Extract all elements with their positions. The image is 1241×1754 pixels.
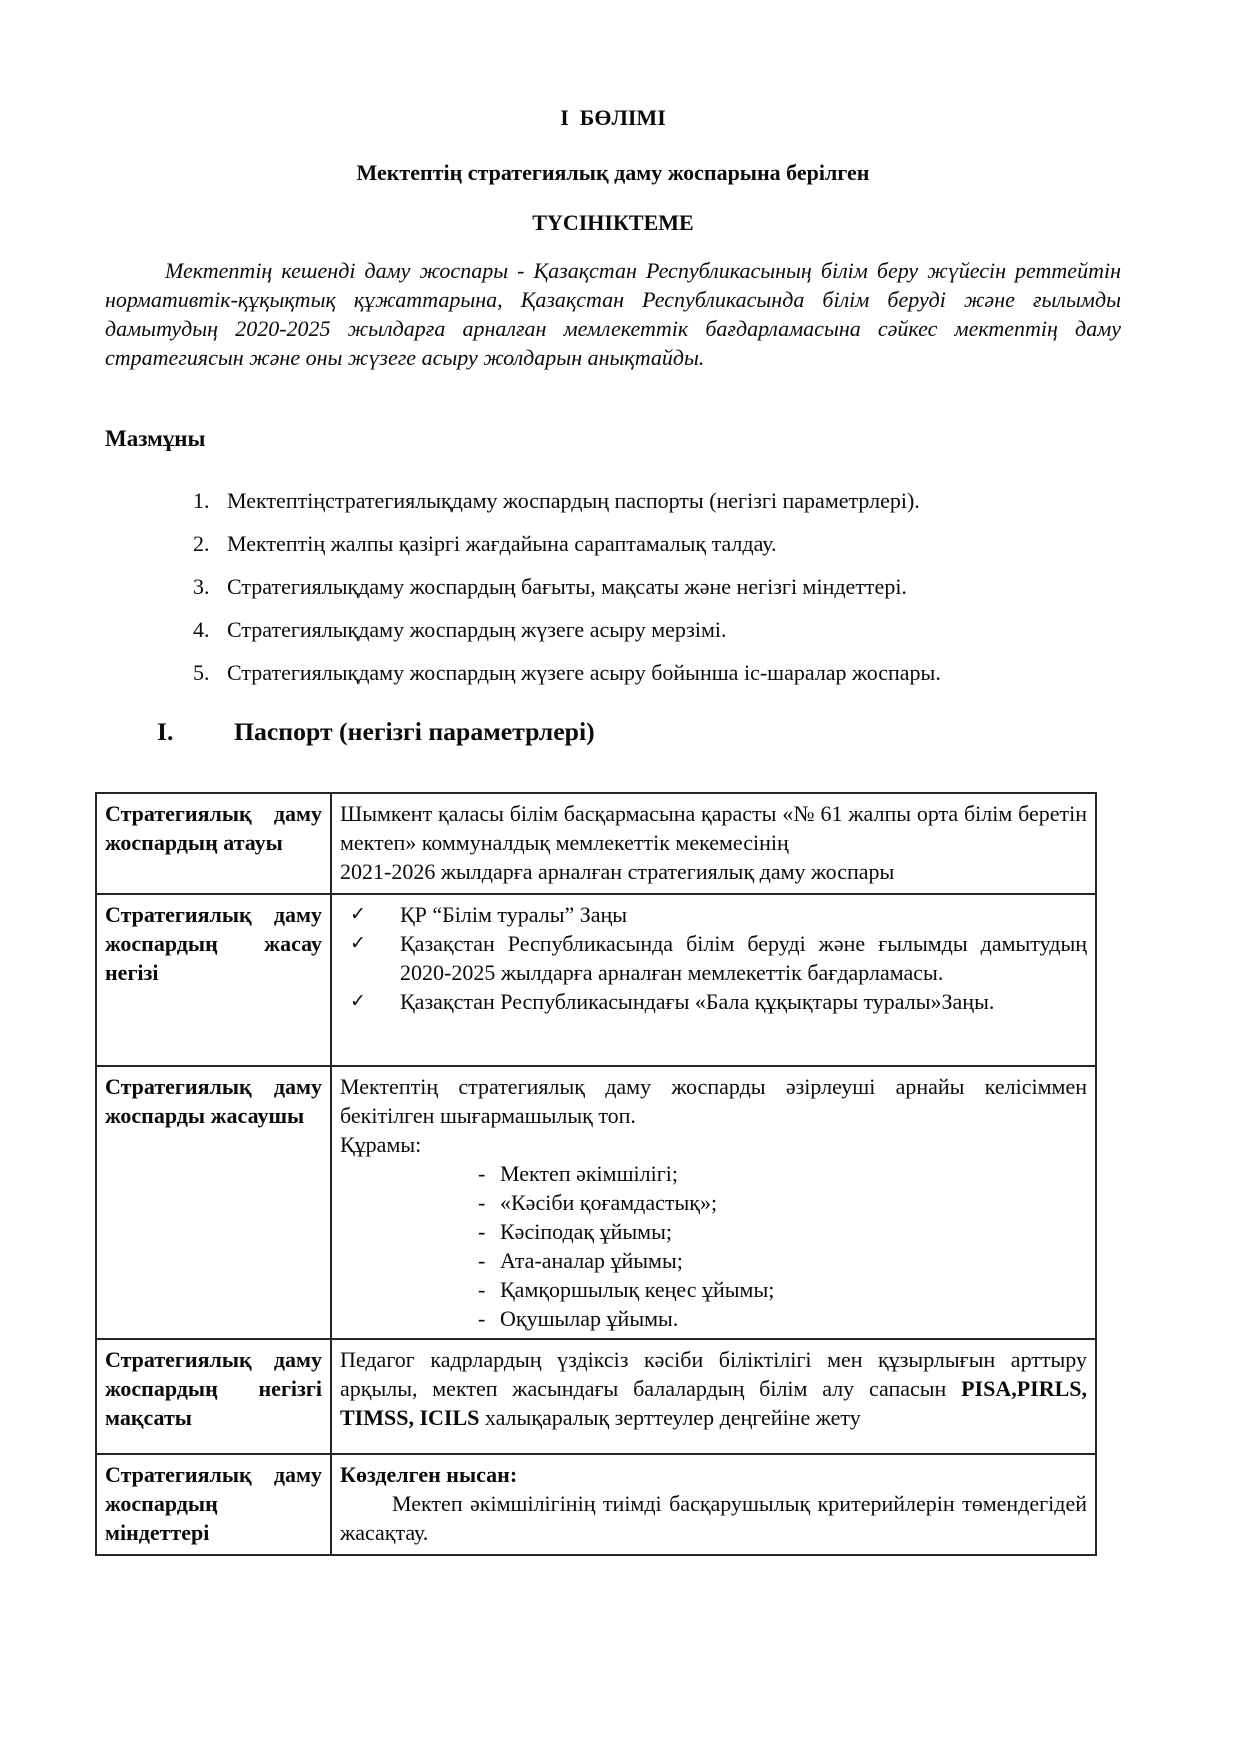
- dash-icon: -: [478, 1190, 486, 1215]
- list-item: [478, 1217, 1087, 1246]
- table-row: [96, 1339, 1096, 1454]
- contents-item-number: 4.: [193, 617, 210, 642]
- contents-item: [193, 658, 1121, 687]
- authors-list-title: Құрамы:: [340, 1132, 422, 1157]
- contents-item-text: Стратегиялықдаму жоспардың бағыты, мақсаты және негізгі міндеттері.: [227, 574, 907, 599]
- row-value-tasks: [331, 1454, 1096, 1555]
- contents-item-text: Стратегиялықдаму жоспардың жүзеге асыру мерзімі.: [227, 617, 727, 642]
- part-title: І БӨЛІМІ: [560, 105, 666, 130]
- contents-item: [193, 572, 1121, 601]
- list-item-text: Ата-аналар ұйымы;: [500, 1248, 683, 1273]
- checklist-item-text: Қазақстан Республикасында білім беруді және ғылымды дамытудың 2020-2025 жылдарға арналған мемлекеттік бағдарламасы.: [400, 931, 1087, 985]
- checklist-item: [340, 900, 1087, 929]
- row-label-main-goal: Стратегиялық даму жоспардың негізгі мақсаты: [96, 1339, 331, 1454]
- goal-text-end: халықаралық зерттеулер деңгейіне жету: [479, 1405, 861, 1430]
- checklist-item-text: ҚР “Білім туралы” Заңы: [400, 902, 628, 927]
- dash-icon: -: [478, 1248, 486, 1273]
- row-label-tasks: Стратегиялық даму жоспардың міндеттері: [96, 1454, 331, 1555]
- list-item-text: Оқушылар ұйымы.: [500, 1306, 679, 1331]
- goal-text-start: Педагог кадрлардың үздіксіз кәсіби біліктілігі мен құзырлығын арттыру арқылы, мектеп жасындағы балалардың білім алу сапасын: [340, 1347, 1087, 1401]
- checkmark-icon: ✓: [350, 932, 366, 954]
- table-row: [96, 894, 1096, 1066]
- plan-name-line2: 2021-2026 жылдарға арналған стратегиялық даму жоспары: [340, 859, 895, 884]
- doc-type-heading: ТҮСІНІКТЕМЕ: [532, 210, 694, 235]
- list-item: [478, 1188, 1087, 1217]
- row-label-plan-name: Стратегиялық даму жоспардың атауы: [96, 793, 331, 894]
- contents-item-number: 2.: [193, 531, 210, 556]
- row-label-plan-authors: Стратегиялық даму жоспарды жасаушы: [96, 1066, 331, 1339]
- contents-item-text: Мектептің жалпы қазіргі жағдайына сараптамалық талдау.: [227, 531, 777, 556]
- checklist-item-text: Қазақстан Республикасындағы «Бала құқықтары туралы»Заңы.: [400, 989, 995, 1014]
- table-row: [96, 1066, 1096, 1339]
- row-value-plan-basis: [331, 894, 1096, 1066]
- table-row: [96, 1454, 1096, 1555]
- main-goal-text: [340, 1345, 1087, 1432]
- dash-icon: -: [478, 1306, 486, 1331]
- tasks-subheading: Көзделген нысан:: [340, 1462, 518, 1487]
- list-item-text: Қамқоршылық кеңес ұйымы;: [500, 1277, 775, 1302]
- checklist-item: [340, 929, 1087, 987]
- table-row: [96, 793, 1096, 894]
- contents-item-number: 3.: [193, 574, 210, 599]
- contents-list: [105, 486, 1121, 687]
- checklist-item: [340, 987, 1087, 1016]
- plan-name-line1: Шымкент қаласы білім басқармасына қарасты «№ 61 жалпы орта білім беретін мектеп» коммуналдық мемлекеттік мекемесінің: [340, 801, 1087, 855]
- dash-icon: -: [478, 1277, 486, 1302]
- contents-item: [193, 615, 1121, 644]
- passport-table: [95, 792, 1097, 1556]
- row-label-plan-basis: Стратегиялық даму жоспардың жасау негізі: [96, 894, 331, 1066]
- contents-heading: Мазмұны: [105, 426, 206, 451]
- list-item: [478, 1159, 1087, 1188]
- list-item: [478, 1304, 1087, 1333]
- dash-icon: -: [478, 1219, 486, 1244]
- list-item-text: Кәсіподақ ұйымы;: [500, 1219, 672, 1244]
- list-item: [478, 1275, 1087, 1304]
- authors-list: [340, 1159, 1087, 1333]
- checkmark-icon: ✓: [350, 990, 366, 1012]
- section-heading: [157, 717, 1121, 746]
- section-title: Паспорт (негізгі параметрлері): [234, 717, 595, 746]
- section-number: I.: [157, 717, 174, 746]
- goal-text-bold: PISA,PIRLS, TIMSS, ICILS: [340, 1376, 1087, 1430]
- contents-item-number: 1.: [193, 488, 210, 513]
- contents-item-text: Мектептіңстратегиялықдаму жоспардың паспорты (негізгі параметрлері).: [227, 488, 920, 513]
- contents-item: [193, 529, 1121, 558]
- checkmark-icon: ✓: [350, 903, 366, 925]
- list-item-text: Мектеп әкімшілігі;: [500, 1161, 678, 1186]
- tasks-text: Мектеп әкімшілігінің тиімді басқарушылық критерийлерін төмендегідей жасақтау.: [340, 1491, 1087, 1545]
- contents-item: [193, 486, 1121, 515]
- row-value-plan-name: [331, 793, 1096, 894]
- row-value-main-goal: [331, 1339, 1096, 1454]
- list-item-text: «Кәсіби қоғамдастық»;: [500, 1190, 718, 1215]
- list-item: [478, 1246, 1087, 1275]
- document-subtitle: Мектептің стратегиялық даму жоспарына берілген: [356, 160, 870, 185]
- row-value-plan-authors: [331, 1066, 1096, 1339]
- contents-item-number: 5.: [193, 660, 210, 685]
- authors-intro: Мектептің стратегиялық даму жоспарды әзірлеуші арнайы келісіммен бекітілген шығармашылық топ.: [340, 1074, 1087, 1128]
- intro-paragraph: Мектептің кешенді даму жоспары - Қазақстан Республикасының білім беру жүйесін реттейтін нормативтік-құқықтық құжаттарына, Қазақстан Республикасында білім беруді және ғылымды дамытудың 2020-2025 жылдарға арналған мемлекеттік бағдарламасына сәйкес мектептің даму стратегиясын және оны жүзеге асыру жолдарын анықтайды.: [105, 258, 1121, 370]
- dash-icon: -: [478, 1161, 486, 1186]
- basis-checklist: [340, 900, 1087, 1016]
- contents-item-text: Стратегиялықдаму жоспардың жүзеге асыру бойынша іс-шаралар жоспары.: [227, 660, 941, 685]
